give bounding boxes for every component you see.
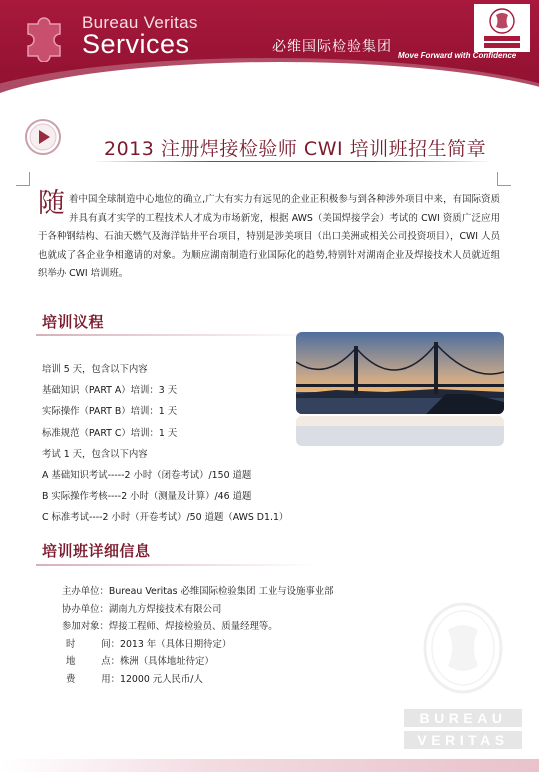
brand-subtitle: Bureau Veritas bbox=[82, 13, 198, 32]
agenda-line: C 标准考试----2 小时（开卷考试）/50 道题（AWS D1.1） bbox=[42, 512, 289, 524]
agenda-heading: 培训议程 bbox=[42, 313, 105, 331]
details-label-char: 时 bbox=[66, 638, 76, 650]
bridge-photo bbox=[296, 332, 504, 414]
details-heading: 培训班详细信息 bbox=[42, 542, 151, 560]
footer-bar bbox=[0, 759, 539, 772]
details-value: Bureau Veritas 必维国际检验集团 工业与设施事业部 bbox=[108, 586, 334, 597]
agenda-line: 基础知识（PART A）培训：3 天 bbox=[42, 385, 178, 397]
puzzle-logo-icon bbox=[22, 10, 74, 62]
watermark-seal-icon bbox=[420, 600, 506, 696]
details-label-char: 费 bbox=[66, 673, 76, 685]
details-value: 12000 元人民币/人 bbox=[120, 673, 203, 685]
details-label-char: 用： bbox=[101, 673, 120, 685]
page-header bbox=[0, 0, 539, 95]
details-value: 2013 年（具体日期待定） bbox=[120, 638, 232, 650]
details-value: 湖南九方焊接技术有限公司 bbox=[108, 603, 222, 615]
agenda-line: A 基础知识考试-----2 小时（闭卷考试）/150 道题 bbox=[42, 469, 252, 481]
brand-chinese-name: 必维国际检验集团 bbox=[272, 39, 392, 55]
intro-text: 着中国全球制造中心地位的确立,广大有实力有远见的企业正积极参与到各种涉外项目中来，有国际资质并具有真才实学的工程技术人才成为市场新宠，根据 AWS（美国焊接学会）考试的 CWI 资质广泛应用于各种钢结构、石油天燃气及海洋钻井平台项目，特别是涉美项目（出口美洲或相关公司投资项目），CWI 人员也就成了各企业争相邀请的对象。为顺应湖南制造行业国际化的趋势,特别针对湖南企业及焊接技术人员就近组织举办 CWI 培训班。 bbox=[38, 194, 500, 280]
details-row bbox=[62, 583, 334, 601]
play-circle-icon bbox=[24, 118, 62, 156]
details-list bbox=[62, 583, 334, 688]
drop-cap: 随 bbox=[38, 188, 65, 219]
details-value: 焊接工程师、焊接检验员、质量经理等。 bbox=[108, 621, 278, 632]
details-row bbox=[62, 601, 334, 619]
details-label: 主办单位： bbox=[62, 586, 109, 597]
header-curve bbox=[0, 62, 539, 95]
watermark-bureau: BUREAU bbox=[404, 709, 522, 727]
details-row bbox=[62, 653, 334, 671]
agenda-line: B 实际操作考核----2 小时（测量及计算）/46 道题 bbox=[42, 491, 252, 503]
details-label: 协办单位： bbox=[62, 603, 109, 615]
details-label: 参加对象： bbox=[62, 621, 109, 632]
bv-seal-icon bbox=[474, 4, 530, 52]
agenda-line: 实际操作（PART B）培训：1 天 bbox=[42, 406, 178, 418]
agenda-heading-rule bbox=[36, 334, 316, 336]
watermark-veritas: VERITAS bbox=[404, 731, 522, 749]
agenda-list bbox=[42, 359, 288, 529]
details-value: 株洲（具体地址待定） bbox=[120, 656, 214, 667]
details-label bbox=[62, 653, 120, 671]
details-label-char: 点： bbox=[101, 656, 120, 667]
details-label-char: 地 bbox=[66, 656, 76, 667]
agenda-line: 培训 5 天，包含以下内容 bbox=[42, 364, 148, 375]
agenda-line: 标准规范（PART C）培训：1 天 bbox=[42, 427, 178, 439]
details-label bbox=[62, 636, 120, 654]
title-underline bbox=[92, 161, 492, 162]
tagline: Move Forward with Confidence bbox=[398, 51, 517, 60]
corner-bracket-right bbox=[497, 172, 511, 186]
agenda-line: 考试 1 天，包含以下内容 bbox=[42, 448, 148, 460]
page-title: 2013 注册焊接检验师 CWI 培训班招生简章 bbox=[104, 138, 487, 160]
intro-paragraph bbox=[38, 188, 500, 284]
details-heading-rule bbox=[36, 564, 316, 566]
corner-bracket-left bbox=[16, 172, 30, 186]
brand-title: Services bbox=[82, 29, 190, 59]
bureau-veritas-logo bbox=[474, 4, 530, 52]
details-row bbox=[62, 618, 334, 636]
details-label-char: 间： bbox=[101, 638, 120, 650]
bridge-photo-reflection bbox=[296, 416, 504, 446]
details-row bbox=[62, 636, 334, 654]
details-row bbox=[62, 671, 334, 689]
details-label bbox=[62, 671, 120, 689]
